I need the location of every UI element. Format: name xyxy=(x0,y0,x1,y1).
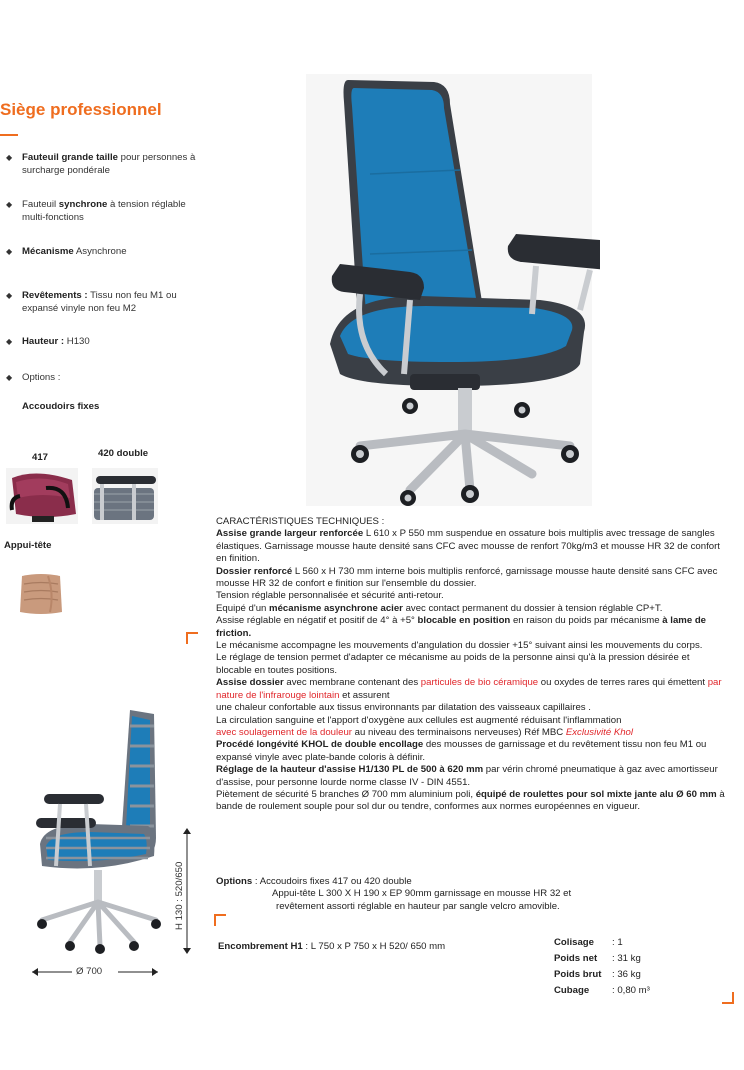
tech-paragraph: La circulation sanguine et l'apport d'oxygène aux cellules est augmenté réduisant l'inflammation xyxy=(216,714,622,726)
corner-mark xyxy=(722,992,734,1004)
options-label: Options xyxy=(216,876,253,887)
armrest-420-image xyxy=(92,468,158,524)
diamond-bullet-icon: ◆ xyxy=(6,247,13,256)
page-title: Siège professionnel xyxy=(0,100,162,119)
feature-item: ◆ Fauteuil synchrone à tension réglable multi-fonctions xyxy=(6,199,186,223)
corner-mark xyxy=(186,632,198,644)
main-chair-image xyxy=(300,74,600,506)
armrest-420-label: 420 double xyxy=(98,448,149,459)
tech-paragraph: Assise réglable en négatif et positif de 4° à +5° blocable en position en raison du poids par mécanisme à lame de friction. xyxy=(216,615,707,639)
diamond-bullet-icon: ◆ xyxy=(6,337,13,346)
tech-heading: CARACTÉRISTIQUES TECHNIQUES : xyxy=(216,516,385,527)
tech-paragraph: Le réglage de tension permet d'adapter ce mécanisme au poids de la personne ainsi qu'à la pression désirée et blocable en toutes positions. xyxy=(216,652,690,676)
feature-item: ◆ Mécanisme Asynchrone xyxy=(6,246,127,257)
options-line: Appui-tête L 300 X H 190 x EP 90mm garnissage en mousse HR 32 et xyxy=(272,888,572,900)
height-dimension-label: H 130 : 520/650 xyxy=(174,861,185,930)
spec-row: Poids brut : 36 kg xyxy=(554,969,641,980)
tech-paragraph: Procédé longévité KHOL de double encollage des mousses de garnissage et du revêtement tissu non feu M1 ou expansé vinyle avec plate-bande coloris à définir. xyxy=(216,739,707,763)
tech-paragraph: Tension réglable personnalisée et sécurité anti-retour. xyxy=(216,590,444,602)
feature-item: ◆ Fauteuil grande taille pour personnes à surcharge pondérale xyxy=(6,152,196,176)
spec-row: Colisage : 1 xyxy=(554,937,623,948)
width-dimension-label: Ø 700 xyxy=(76,966,103,977)
height-dimension xyxy=(174,861,196,930)
tech-paragraph: avec soulagement de la douleur au niveau des terminaisons nerveuses) Réf MBC Exclusivité Khol xyxy=(216,726,634,738)
tech-paragraph: Piètement de sécurité 5 branches Ø 700 mm aluminium poli, équipé de roulettes pour sol mixte jante alu Ø 60 mm à bande de roulement souple pour sol dur ou tendre, conformes aux normes européennes en vigueur. xyxy=(216,788,725,813)
spec-row: Poids net : 31 kg xyxy=(554,953,641,964)
tech-paragraph: Assise grande largeur renforcée L 610 x P 550 mm suspendue en ossature bois multiplis avec tressage de sangles élastiques. Garnissage mousse haute densité sans CFC avec mousse de renfort 70kg/m3 et mousse HR 32 de confort en finition. xyxy=(216,528,720,565)
headrest-image xyxy=(18,572,64,616)
headrest-label: Appui-tête xyxy=(4,540,52,551)
title-underline xyxy=(0,134,18,136)
tech-paragraph: une chaleur confortable aux tissus environnants par dilatation des vaisseaux capillaires . xyxy=(216,702,591,714)
side-chair-image xyxy=(30,706,170,954)
tech-paragraph: Dossier renforcé L 560 x H 730 mm interne bois multiplis renforcé, garnissage mousse haute densité sans CFC avec mousse HR 32 de confort e finition sur l'ensemble du dossier. xyxy=(216,565,718,590)
technical-specs xyxy=(216,516,726,814)
corner-mark xyxy=(214,914,226,926)
tech-paragraph: Assise dossier avec membrane contenant des particules de bio céramique ou oxydes de terres rares qui émettent par nature de l'infrarouge lointain et assurent xyxy=(216,677,722,701)
diamond-bullet-icon: ◆ xyxy=(6,153,13,162)
options-line: revêtement assorti réglable en hauteur par sangle velcro amovible. xyxy=(276,900,560,912)
feature-item: ◆ Options : xyxy=(6,372,61,383)
diamond-bullet-icon: ◆ xyxy=(6,373,13,382)
armrest-417-image xyxy=(6,468,78,524)
tech-paragraph: Réglage de la hauteur d'assise H1/130 PL de 500 à 620 mm par vérin chromé pneumatique à gaz avec amortisseur d'assise, pour personne lourde norme classe IV - DIN 4551. xyxy=(216,764,718,788)
diamond-bullet-icon: ◆ xyxy=(6,291,13,300)
encombrement: Encombrement H1 : L 750 x P 750 x H 520/ 650 mm xyxy=(218,941,446,952)
spec-row: Cubage : 0,80 m³ xyxy=(554,985,650,996)
armrest-417-label: 417 xyxy=(32,452,49,463)
diamond-bullet-icon: ◆ xyxy=(6,200,13,209)
tech-paragraph: Equipé d'un mécanisme asynchrone acier avec contact permanent du dossier à tension réglable CP+T. xyxy=(216,602,663,614)
options-block xyxy=(216,876,716,913)
tech-paragraph: Le mécanisme accompagne les mouvements d'angulation du dossier +15° suivant ainsi les mouvements du corps. xyxy=(216,640,703,652)
feature-item: ◆ Revêtements : Tissu non feu M1 ou expansé vinyle non feu M2 xyxy=(6,290,177,314)
armrests-heading: Accoudoirs fixes xyxy=(22,401,100,412)
feature-item: ◆ Hauteur : H130 xyxy=(6,336,90,347)
options-line: : Accoudoirs fixes 417 ou 420 double xyxy=(252,876,412,887)
